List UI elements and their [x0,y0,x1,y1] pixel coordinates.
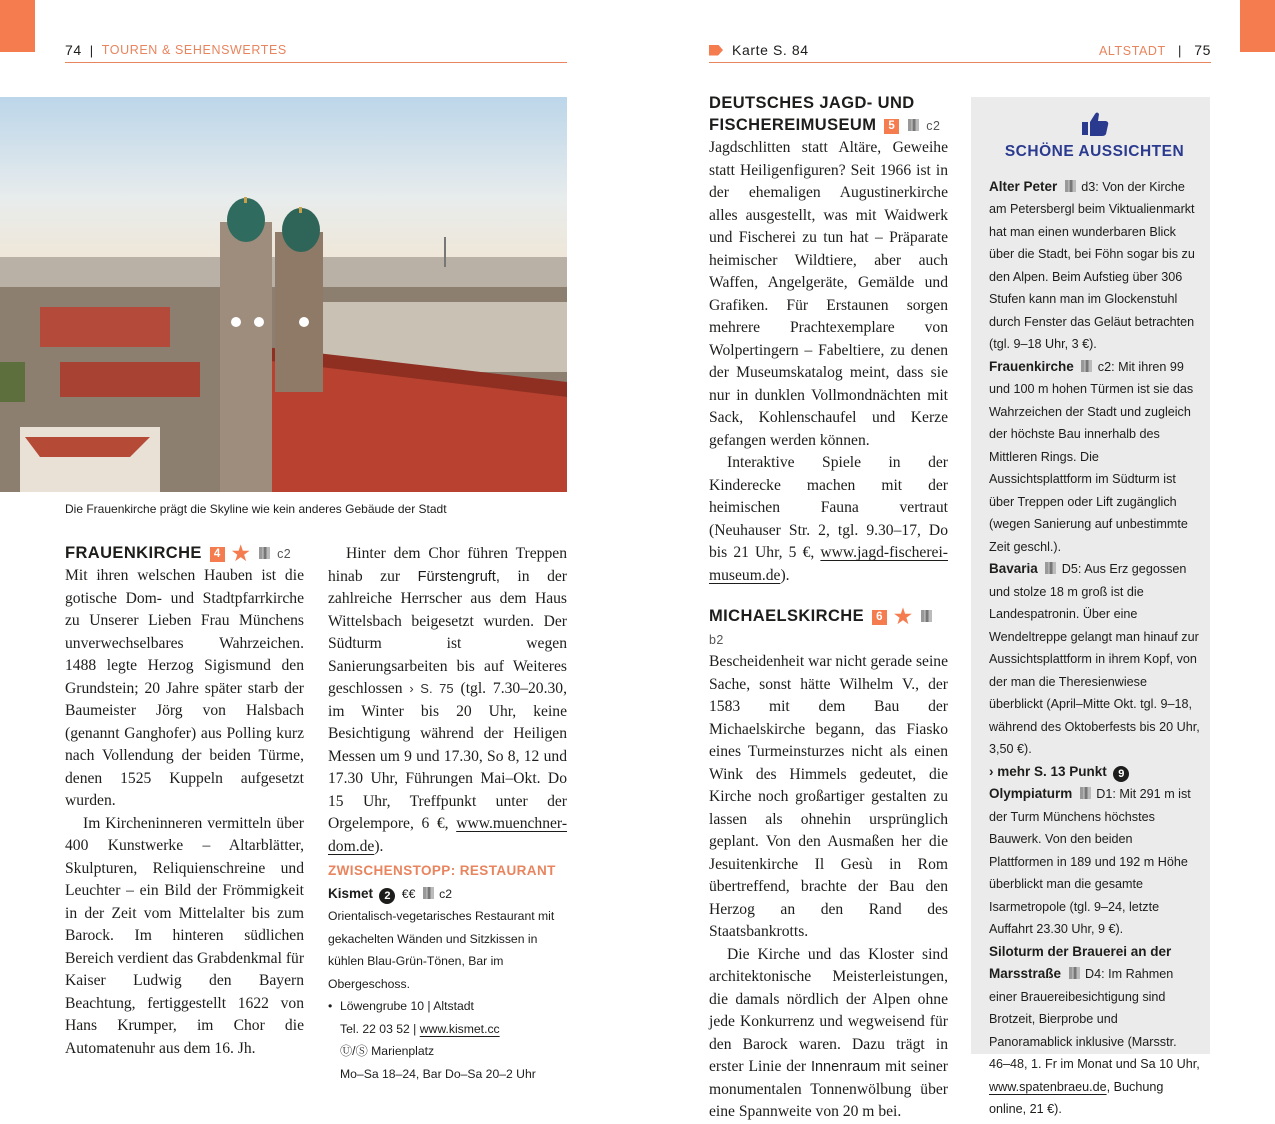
viewpoint-name: Siloturm der Brauerei an der Marsstraße [989,943,1172,981]
map-number-badge: 4 [210,547,225,562]
article-heading [65,542,304,565]
map-icon [1069,967,1080,979]
star-icon: ★ [894,606,913,628]
bullet: • [328,999,333,1013]
viewpoint-name: Olympiaturm [989,786,1073,801]
photo-caption: Die Frauenkirche prägt die Skyline wie kein anderes Gebäude der Stadt [65,502,447,516]
grid-reference: d3: [1081,179,1099,194]
viewpoint-entry [989,941,1200,1121]
map-icon [1081,360,1092,372]
viewpoint-text: Mit 291 m ist der Turm Münchens höchstes Bauwerk. Von den beiden Plattformen in 189 und 192 m Höhe überblickt man die gesamte Isarmetropole (tgl. 9–24, letzte Auffahrt 23.30 Uhr, 9 €). [989,787,1191,936]
cross-reference-link[interactable]: › S. 75 [409,681,454,696]
spacer [709,587,948,605]
phone-number: Tel. 22 03 52 | [340,1021,417,1036]
page-number: 75 [1194,42,1211,58]
viewpoint-entry [989,558,1200,761]
restaurant-contact [328,1018,568,1041]
frauenkirche-photo [0,97,567,492]
heading-text: MICHAELSKIRCHE [709,607,865,625]
restaurant-name-line [328,883,568,906]
restaurant-name: Kismet [328,885,374,901]
viewpoint-entry [989,176,1200,356]
map-number-badge: 6 [872,610,887,625]
running-header-right [709,38,1211,63]
viewpoint-entry [989,783,1200,941]
highlight-innenraum: Innenraum [810,1059,881,1075]
grid-reference: c2: [1097,359,1115,374]
map-reference[interactable] [709,42,809,58]
tip-heading: ZWISCHENSTOPP: RESTAURANT [328,863,556,878]
address-text: Löwengrube 10 | Altstadt [340,999,474,1013]
frauenkirche-article-continued [328,543,567,858]
arrow-icon [709,45,723,56]
viewpoint-text: Von der Kirche am Petersbergl beim Viktualienmarkt hat man einen wunderbaren Blick über die Stadt, bei Föhn sogar bis zu den Alpen. Beim Aufstieg über 306 Stufen kann man im Glockenstuhl durch Fenster das Geläut betrachten (tgl. 9–18 Uhr, 3 €). [989,179,1195,351]
schoene-aussichten-box [971,97,1210,1116]
viewpoint-entry [989,356,1200,559]
section-and-page [1099,42,1211,58]
article-heading [709,605,948,651]
grid-reference: c2 [439,886,453,901]
more-reference[interactable] [989,761,1200,784]
website-link[interactable]: www.muenchner-dom.de [328,815,568,855]
restaurant-tip [328,860,568,1085]
viewpoint-name: Alter Peter [989,178,1058,194]
viewpoint-name: Bavaria [989,561,1038,576]
heading-text: FISCHEREIMUSEUM [709,116,877,134]
paragraph [328,543,567,858]
thumb-index-tab-left [0,0,35,52]
map-icon [423,887,434,899]
box-title: SCHÖNE AUSSICHTEN [1004,143,1185,160]
map-icon [908,119,919,131]
map-icon [921,610,932,622]
price-level: €€ [401,886,416,901]
heading-text: DEUTSCHES JAGD- UND [709,94,915,112]
heading-text: FRAUENKIRCHE [65,544,202,562]
viewpoint-text: Aus Erz gegossen und stolze 18 m groß ist die Landespatronin. Über eine Wendeltreppe gelangt man hinauf zur Aussichtsplattform in ihrem Kopf, von der man die Theresienwiese überblickt (April–Mitte Okt. tgl. 9–18, während des Oktoberfests bis 20 Uhr, 3,50 €). [989,562,1200,756]
map-number-badge: 2 [379,888,395,904]
map-reference-label: Karte S. 84 [732,42,809,58]
text: ). [780,566,790,584]
frauenkirche-article [65,542,304,1060]
more-link[interactable]: › mehr S. 13 Punkt [989,763,1107,779]
viewpoint-text: Im Rahmen einer Brauereibesichtigung sind Brotzeit, Bierprobe und Panoramablick inklusive (Marsstr. 46–48, 1. Fr im Monat und Sa 10 Uhr, [989,967,1200,1071]
map-icon [1065,180,1076,192]
highlight-fuerstengruft: Fürstengruft, [417,568,500,585]
text: Die Kirche und das Kloster sind architektonische Meisterleistungen, die damals nördlich der Alpen ohne jede Konkurrenz und wegweisend für den Barock waren. Dazu trägt in erster Linie der [709,945,948,1075]
text: ). [374,837,384,855]
restaurant-description: Orientalisch-vegetarisches Restaurant mit gekachelten Wänden und Sitzkissen in kühlen Blau-Grün-Tönen, Bar im Obergeschoss. [328,909,555,991]
text: in der zahlreiche Herrscher aus dem Haus Wittelsbach beigesetzt wurden. Der Südturm ist wegen Sanierungsarbeiten bis auf Weiteres geschlossen [328,567,567,697]
section-title: TOUREN & SEHENSWERTES [101,43,287,57]
grid-reference: b2 [709,633,724,647]
grid-reference: c2 [926,119,941,133]
text: Interaktive Spiele in der Kinderecke machen mit der heimischen Fauna vertraut (Neuhauser Str. 2, tgl. 9.30–17, Do bis 21 Uhr, 5 €, [709,454,948,561]
text: Hinter dem Chor führen Treppen hinab zur [328,545,567,585]
viewpoint-text: , Buchung online, 21 €). [989,1079,1164,1116]
thumb-index-tab-right [1240,0,1275,52]
website-link[interactable]: www.jagd-fischerei-museum.de [709,544,948,584]
map-icon [259,547,270,559]
paragraph: Mit ihren welschen Hauben ist die gotische Dom- und Stadtpfarrkirche zu Unserer Lieben Frau Münchens unverwechselbares Wahrzeichen. 1488 legte Herzog Sigismund den Grundstein; 20 Jahre später starb der Baumeister Jörg von Halsbach (genannt Ganghofer) aus Polling kurz nach Vollendung der beiden Türme, denen 1525 Kuppeln aufgesetzt wurden. [65,567,304,809]
paragraph: Im Kircheninneren vermitteln über 400 Kunstwerke – Altarblätter, Skulpturen, Reliquienschreine und Leuchter – ein Bild der Frömmigkeit in der Zeit vom Mittelalter bis zum Barock. Im hinteren südlichen Bereich verdient das Grabdenkmal für Kaiser Ludwig den Bayern Beachtung, fertiggestellt 1622 von Hans Krumper, im Chor die Automatenuhr aus dem 16. Jh. [65,814,305,1057]
text: (tgl. 7.30–20.30, im Winter bis 20 Uhr, keine Besichtigung während der Heiligen Messen um 9 und 17.30, So 8, 12 und 17.30 Uhr, Führungen Mai–Okt. Do 15 Uhr, Treffpunkt unter der Orgelempore, 6 €, [328,680,567,832]
photo-illustration [0,97,567,492]
grid-reference: D5: [1061,562,1082,576]
website-link[interactable]: www.kismet.cc [419,1021,500,1036]
section-title: ALTSTADT [1098,44,1166,58]
paragraph: Jagdschlitten statt Altäre, Geweihe statt Heiligenfiguren? Seit 1966 ist in der ehemaligen Augustinerkirche alles ausgestellt, was mit Waidwerk und Fischerei zu tun hat – Präparate heimischer Wildtiere, aber auch Waffen, Angelgeräte, Gemälde und Grafiken. Für Erstaunen sorgen mehrere Prachtexemplare von Wolpertingern – Fabeltiere, zu denen der Museumskatalog meint, dass sie nur in dunklen Vollmondnächten mit Sack, Kohlenschaufel und Kerze gefangen werden können. [709,139,948,449]
thumbs-up-icon [1081,111,1109,137]
page-number: 74 [65,42,82,58]
viewpoint-name: Frauenkirche [989,358,1074,374]
article-heading [709,92,948,137]
restaurant-transit: Ⓤ/Ⓢ Marienplatz [340,1044,435,1058]
restaurant-address [328,995,568,1018]
point-number-badge: 9 [1113,766,1129,782]
jagdmuseum-article [709,92,948,1124]
text: mit seiner monumentalen Tonnenwölbung über eine Spannweite von 20 m bei. [709,1058,949,1120]
paragraph: Bescheidenheit war nicht gerade seine Sache, sonst hätte Wilhelm V., der 1583 mit dem Bau der Michaelskirche begann, das Fiasko eines Turmeinsturzes nicht als einen Wink des Himmels gedeutet, die Kirche noch großartiger gestalten zu lassen als ohnehin ursprünglich geplant. Von den Ausmaßen her die Jesuitenkirche Il Gesù in Rom übertreffend, brachte der Bau den Herzog an den Rand des Staatsbankrotts. [709,653,949,940]
separator: | [89,42,94,58]
map-icon [1045,562,1056,574]
website-link[interactable]: www.spatenbraeu.de [989,1079,1107,1094]
map-icon [1080,787,1091,799]
grid-reference: c2 [277,547,292,561]
viewpoint-text: Mit ihren 99 und 100 m hohen Türmen ist sie das Wahrzeichen der Stadt und zugleich der höchste Bau innerhalb des Mittleren Rings. Die Aussichtsplattform im Südturm ist über Treppen oder Lift zugänglich (wegen Sanierung auf unbestimmte Zeit geschl.). [989,359,1194,554]
star-icon: ★ [231,543,251,565]
separator: | [1178,43,1182,58]
map-number-badge: 5 [884,119,899,134]
grid-reference: D4: [1085,967,1105,981]
restaurant-hours: Mo–Sa 18–24, Bar Do–Sa 20–2 Uhr [340,1066,536,1081]
paragraph [709,452,948,587]
grid-reference: D1: [1096,787,1116,801]
running-header-left [65,38,567,63]
paragraph [709,944,948,1124]
